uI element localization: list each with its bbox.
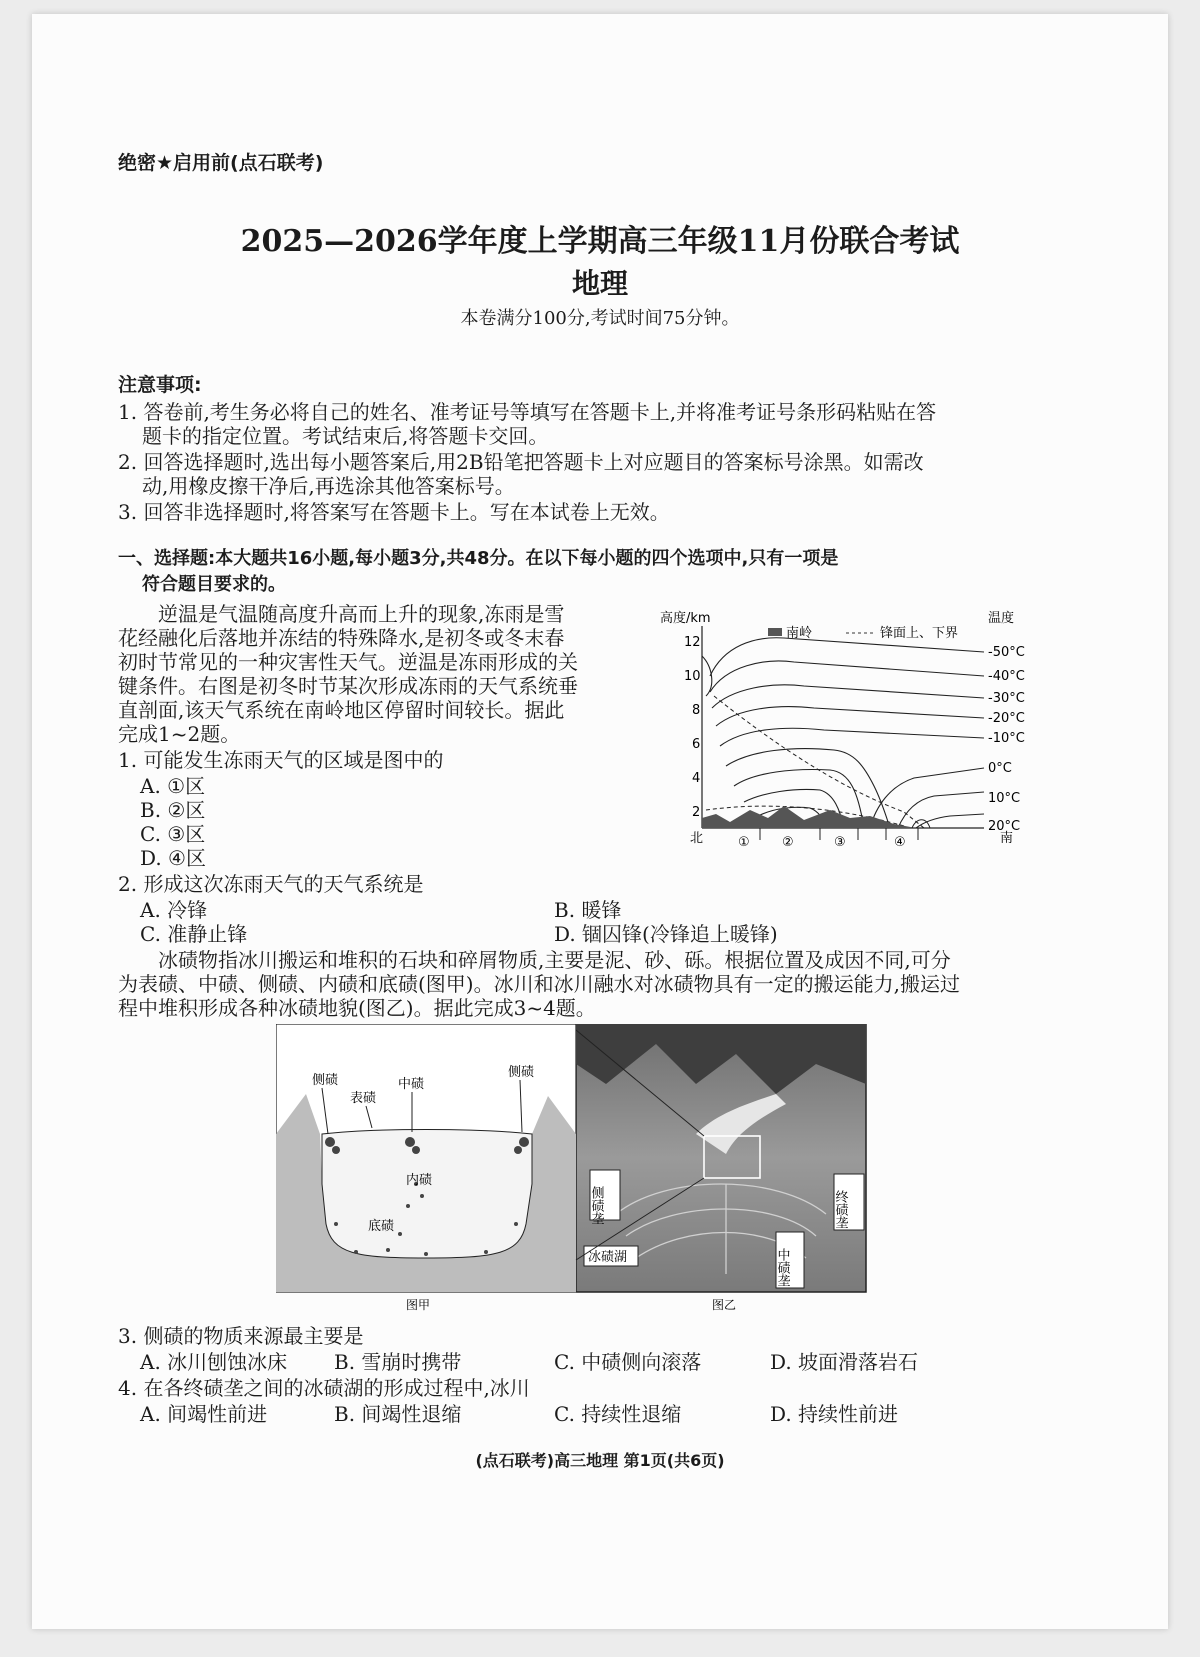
q2-option-b: B. 暖锋 [554,898,622,922]
q1-option-d: D. ④区 [140,846,206,870]
q3-option-a: A. 冰川刨蚀冰床 [140,1350,288,1374]
temp-label-4: -20°C [988,711,1025,726]
exam-title: 2025—2026学年度上学期高三年级11月份联合考试 [240,224,960,259]
temp-label-6: 0°C [988,761,1012,776]
label-biaoqi: 表碛 [350,1091,377,1106]
temp-label-2: -40°C [988,669,1025,684]
q1-option-c: C. ③区 [140,822,206,846]
north-label: 北 [690,831,704,846]
subject-title: 地理 [571,267,628,300]
q4-option-d: D. 持续性前进 [770,1402,899,1426]
note-line-2: 题卡的指定位置。考试结束后,将答题卡交回。 [142,424,549,448]
passage1-line-6: 完成1~2题。 [118,722,241,746]
passage1-line-4: 键条件。右图是初冬时节某次形成冻雨的天气系统垂 [118,674,578,698]
y-tick-2: 2 [692,805,701,820]
q2-option-d: D. 锢囚锋(冷锋追上暖锋) [554,922,778,946]
exam-page [32,14,1168,1629]
temp-label-8: 20°C [988,819,1021,834]
note-line-3: 2. 回答选择题时,选出每小题答案后,用2B铅笔把答题卡上对应题目的答案标号涂黑。如需改 [118,450,924,474]
section-heading-1: 一、选择题:本大题共16小题,每小题3分,共48分。在以下每小题的四个选项中,只有一项是 [118,548,839,569]
q4-option-a: A. 间竭性前进 [140,1402,268,1426]
note-line-4: 动,用橡皮擦干净后,再选涂其他答案标号。 [142,474,515,498]
label-zhongqilong: 终碛垄 [832,1190,848,1229]
temp-label-7: 10°C [988,791,1021,806]
south-label: 南 [1000,831,1014,846]
y-tick-10: 10 [684,669,701,684]
q3-stem: 3. 侧碛的物质来源最主要是 [118,1324,364,1348]
zone-3: ③ [834,835,846,850]
figure-jia-caption: 图甲 [406,1298,431,1312]
passage2-line-1: 冰碛物指冰川搬运和堆积的石块和碎屑物质,主要是泥、砂、砾。根据位置及成因不同,可分 [158,948,951,972]
front-boundary-lines [706,696,924,828]
q3-option-b: B. 雪崩时携带 [334,1350,462,1374]
label-cejil: 侧碛 [312,1073,339,1088]
glacier-ice [322,1130,532,1259]
y-tick-6: 6 [692,737,701,752]
figure-jia-glacier-section [276,1024,576,1314]
notes-heading: 注意事项: [118,374,202,396]
passage1-line-1: 逆温是气温随高度升高而上升的现象,冻雨是雪 [158,602,565,626]
temperature-labels [988,645,1025,834]
y-tick-8: 8 [692,703,701,718]
label-neiqi: 内碛 [406,1173,433,1188]
label-zhongqi: 中碛 [398,1077,425,1092]
figure-yi-caption: 图乙 [712,1298,737,1312]
y-tick-4: 4 [692,771,701,786]
label-zhongqilong2: 中碛垄 [774,1248,790,1287]
label-lake: 冰碛湖 [588,1250,628,1265]
y-axis-label: 高度/km [660,611,711,626]
section-heading-2: 符合题目要求的。 [142,574,286,595]
q2-stem: 2. 形成这次冻雨天气的天气系统是 [118,872,424,896]
zone-4: ④ [894,835,906,850]
isotherm-lines [702,638,984,828]
q4-stem: 4. 在各终碛垄之间的冰碛湖的形成过程中,冰川 [118,1376,530,1400]
passage1-line-3: 初时节常见的一种灾害性天气。逆温是冻雨形成的关 [118,650,578,674]
figure-connector-lines [536,1024,736,1264]
legend-nanling-swatch [768,628,782,636]
passage2-line-2: 为表碛、中碛、侧碛、内碛和底碛(图甲)。冰川和冰川融水对冰碛物具有一定的搬运能力,搬运过 [118,972,960,996]
legend-front-label: 锋面上、下界 [880,626,959,641]
q3-option-d: D. 坡面滑落岩石 [770,1350,919,1374]
temp-label-1: -50°C [988,645,1025,660]
y-tick-labels [684,635,701,820]
label-diqi: 底碛 [368,1219,395,1234]
temp-label-5: -10°C [988,731,1025,746]
note-line-1: 1. 答卷前,考生务必将自己的姓名、准考证号等填写在答题卡上,并将准考证号条形码粘贴在答 [118,400,937,424]
passage2-line-3: 程中堆积形成各种冰碛地貌(图乙)。据此完成3~4题。 [118,996,596,1020]
label-cejir: 侧碛 [508,1065,535,1080]
zone-1: ① [738,835,750,850]
q4-option-c: C. 持续性退缩 [554,1402,682,1426]
q3-option-c: C. 中碛侧向滚落 [554,1350,702,1374]
q2-option-a: A. 冷锋 [140,898,208,922]
passage1-line-2: 花经融化后落地并冻结的特殊降水,是初冬或冬末春 [118,626,565,650]
label-ceqilong: 侧碛垄 [588,1186,604,1225]
q1-stem: 1. 可能发生冻雨天气的区域是图中的 [118,748,444,772]
passage1-line-5: 直剖面,该天气系统在南岭地区停留时间较长。据此 [118,698,565,722]
legend-nanling-label: 南岭 [786,626,813,641]
q4-option-b: B. 间竭性退缩 [334,1402,462,1426]
temp-heading: 温度 [988,611,1015,626]
q1-option-b: B. ②区 [140,798,206,822]
temp-label-3: -30°C [988,691,1025,706]
page-footer: (点石联考)高三地理 第1页(共6页) [475,1451,725,1470]
note-line-5: 3. 回答非选择题时,将答案写在答题卡上。写在本试卷上无效。 [118,500,670,524]
zone-2: ② [782,835,794,850]
exam-info: 本卷满分100分,考试时间75分钟。 [460,308,740,329]
confidential-mark: 绝密★启用前(点石联考) [118,152,324,174]
q2-option-c: C. 准静止锋 [140,922,248,946]
q1-option-a: A. ①区 [140,774,206,798]
y-tick-12: 12 [684,635,701,650]
weather-cross-section-figure [654,596,1032,866]
terrain-bump [912,820,930,828]
